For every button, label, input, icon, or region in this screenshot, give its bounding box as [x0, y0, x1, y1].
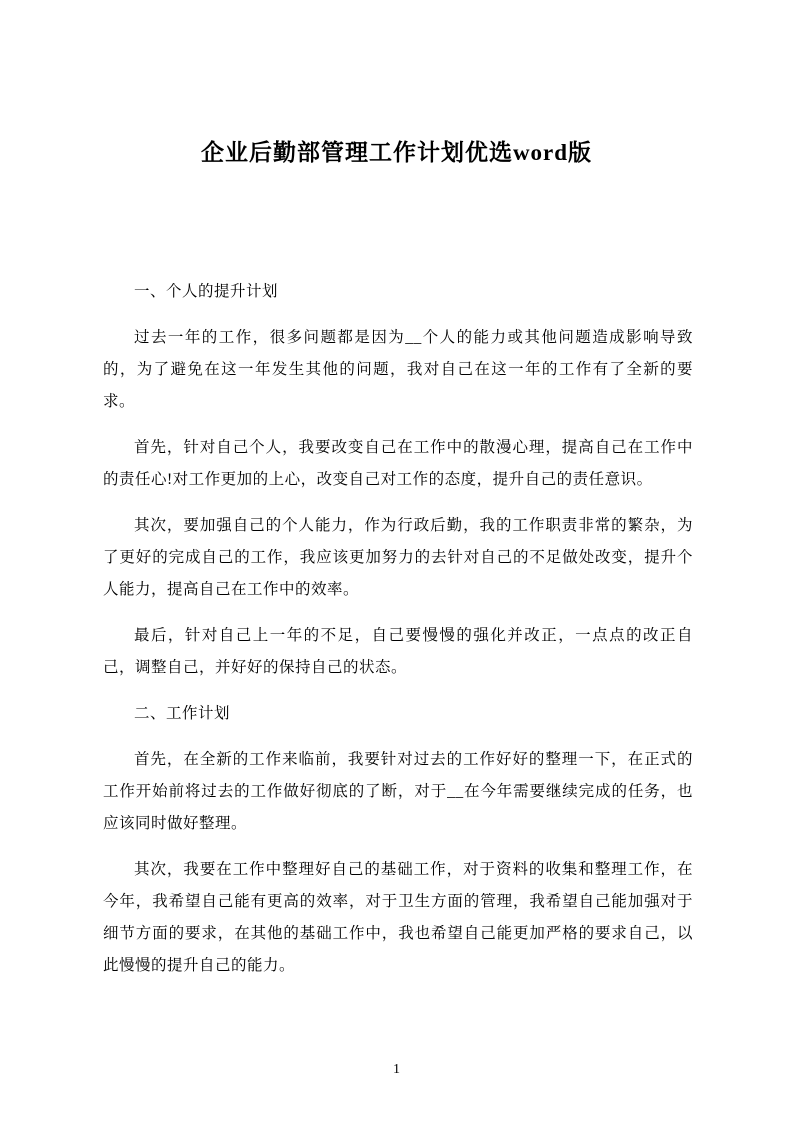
section-heading: 一、个人的提升计划	[134, 282, 279, 300]
paragraph: 最后，针对自己上一年的不足，自己要慢慢的强化并改正，一点点的改正自己，调整自己，并好好的保持自己的状态。	[103, 626, 693, 676]
document-title: 企业后勤部管理工作计划优选word版	[200, 140, 593, 165]
document-body	[0, 168, 793, 982]
page-number: 1	[393, 1062, 400, 1077]
section-heading: 二、工作计划	[134, 704, 231, 722]
paragraph: 过去一年的工作，很多问题都是因为__个人的能力或其他问题造成影响导致的，为了避免在这一年发生其他的问题，我对自己在这一年的工作有了全新的要求。	[103, 328, 693, 410]
paragraph: 其次，我要在工作中整理好自己的基础工作，对于资料的收集和整理工作，在今年，我希望自己能有更高的效率，对于卫生方面的管理，我希望自己能加强对于细节方面的要求，在其他的基础工作中，我也希望自己能更加严格的要求自己，以此慢慢的提升自己的能力。	[103, 860, 693, 974]
paragraph: 其次，要加强自己的个人能力，作为行政后勤，我的工作职责非常的繁杂，为了更好的完成自己的工作，我应该更加努力的去针对自己的不足做处改变，提升个人能力，提高自己在工作中的效率。	[103, 516, 693, 598]
paragraph: 首先，针对自己个人，我要改变自己在工作中的散漫心理，提高自己在工作中的责任心!对工作更加的上心，改变自己对工作的态度，提升自己的责任意识。	[103, 438, 693, 488]
paragraph: 首先，在全新的工作来临前，我要针对过去的工作好好的整理一下，在正式的工作开始前将过去的工作做好彻底的了断，对于__在今年需要继续完成的任务，也应该同时做好整理。	[103, 750, 693, 832]
